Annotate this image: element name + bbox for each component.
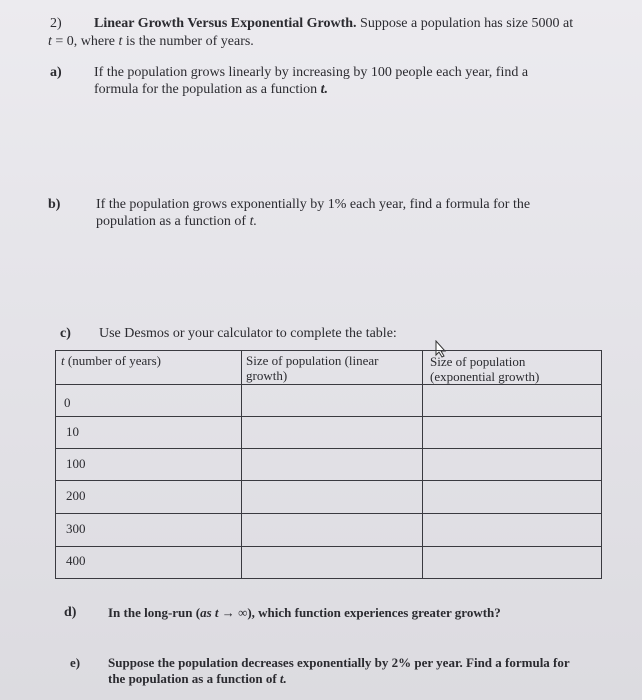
table-column-divider — [422, 351, 423, 578]
problem-heading — [94, 15, 573, 32]
table-row-divider — [56, 448, 601, 449]
part-d-text: In the long-run (as t → ∞), which function experiences greater growth? — [108, 605, 501, 620]
problem-title: Linear Growth Versus Exponential Growth. — [94, 16, 357, 31]
part-e-line2: the population as a function of t. — [108, 671, 287, 686]
part-e-line1: Suppose the population decreases exponentially by 2% per year. Find a formula for — [108, 655, 570, 670]
table-cell-year: 400 — [66, 553, 86, 568]
table-header-linear: Size of population (linear growth) — [246, 353, 379, 383]
table-row-divider — [56, 416, 601, 417]
part-b-label: b) — [48, 197, 61, 212]
problem-intro-line1: Suppose a population has size 5000 at — [360, 16, 574, 31]
part-b-line2: population as a function of t. — [96, 214, 257, 229]
part-a-label: a) — [50, 65, 62, 80]
table-cell-year: 300 — [66, 521, 86, 536]
problem-intro-line2: t = 0, where t is the number of years. — [48, 34, 254, 49]
table-header-years: t (number of years) — [61, 353, 162, 368]
part-c-text: Use Desmos or your calculator to complete the table: — [99, 326, 397, 341]
table-cell-year: 100 — [66, 456, 86, 471]
part-d-label: d) — [64, 605, 77, 620]
table-row-divider — [56, 480, 601, 481]
table-cell-year: 0 — [64, 395, 71, 410]
table-cell-year: 200 — [66, 488, 86, 503]
table-row-divider — [56, 384, 601, 385]
table-cell-year: 10 — [66, 424, 79, 439]
problem-number: 2) — [50, 16, 62, 31]
table-row-divider — [56, 546, 601, 547]
table-column-divider — [241, 351, 242, 578]
growth-table — [55, 350, 602, 579]
part-e-label: e) — [70, 655, 81, 670]
part-c-label: c) — [60, 326, 71, 341]
part-a-line2: formula for the population as a function t. — [94, 82, 329, 97]
table-header-exponential: Size of population (exponential growth) — [430, 354, 540, 384]
part-a-line1: If the population grows linearly by increasing by 100 people each year, find a — [94, 65, 529, 80]
part-b-line1: If the population grows exponentially by 1% each year, find a formula for the — [96, 197, 531, 212]
table-row-divider — [56, 513, 601, 514]
